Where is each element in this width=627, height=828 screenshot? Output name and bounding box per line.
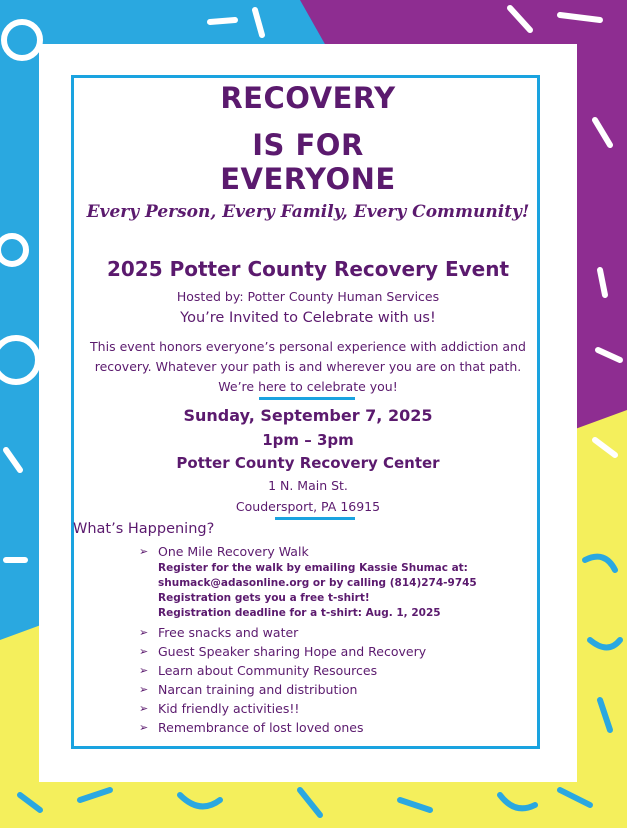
flyer-card xyxy=(39,44,577,782)
walk-label: One Mile Recovery Walk xyxy=(158,544,309,559)
arrow-bullet-icon: ➢ xyxy=(139,683,149,696)
divider-line xyxy=(275,517,355,520)
list-item-label: Free snacks and water xyxy=(158,625,299,640)
walk-detail-line: Registration deadline for a t-shirt: Aug. 1, 2025 xyxy=(158,607,441,619)
arrow-bullet-icon: ➢ xyxy=(139,645,149,658)
list-item-label: Narcan training and distribution xyxy=(158,682,358,697)
description-line-1: This event honors everyone’s personal experience with addiction and xyxy=(90,339,526,354)
hosted-by: Hosted by: Potter County Human Services xyxy=(176,289,440,304)
walk-details xyxy=(139,561,559,621)
walk-detail-line: Register for the walk by emailing Kassie Shumac at: xyxy=(158,562,468,574)
list-item-label: Kid friendly activities!! xyxy=(158,701,300,716)
event-time: 1pm – 3pm xyxy=(262,431,354,449)
list-item xyxy=(139,680,559,699)
arrow-bullet-icon: ➢ xyxy=(139,626,149,639)
tagline: Every Person, Every Family, Every Community! xyxy=(86,202,530,222)
list-item-label: Remembrance of lost loved ones xyxy=(158,720,364,735)
invite-line: You’re Invited to Celebrate with us! xyxy=(180,310,436,326)
event-title: 2025 Potter County Recovery Event xyxy=(106,257,510,281)
list-item xyxy=(139,661,559,680)
event-venue: Potter County Recovery Center xyxy=(176,454,440,472)
divider-line xyxy=(259,397,355,400)
list-item-label: Learn about Community Resources xyxy=(158,663,378,678)
address-line-2: Coudersport, PA 16915 xyxy=(235,499,381,514)
section-title: What’s Happening? xyxy=(73,521,215,537)
description-line-2: recovery. Whatever your path is and wherever you are on that path. xyxy=(94,359,522,374)
list-item xyxy=(139,642,559,661)
description-line-3: We’re here to celebrate you! xyxy=(218,379,398,394)
list-item xyxy=(139,699,559,718)
walk-detail-line: shumack@adasonline.org or by calling (814)274-9745 xyxy=(158,577,477,589)
headline-line-1: RECOVERY xyxy=(220,81,396,115)
list-item xyxy=(139,542,559,561)
list-item-label: Guest Speaker sharing Hope and Recovery xyxy=(158,644,427,659)
walk-detail-line: Registration gets you a free t-shirt! xyxy=(158,592,370,604)
list-item xyxy=(139,623,559,642)
arrow-bullet-icon: ➢ xyxy=(139,721,149,734)
headline-line-2: IS FOR xyxy=(252,128,364,162)
list-item xyxy=(139,718,559,737)
arrow-bullet-icon: ➢ xyxy=(139,545,149,558)
activity-list xyxy=(139,542,559,737)
arrow-bullet-icon: ➢ xyxy=(139,702,149,715)
arrow-bullet-icon: ➢ xyxy=(139,664,149,677)
address-line-1: 1 N. Main St. xyxy=(268,478,348,493)
event-date: Sunday, September 7, 2025 xyxy=(183,406,433,425)
headline-line-3: EVERYONE xyxy=(220,162,396,196)
